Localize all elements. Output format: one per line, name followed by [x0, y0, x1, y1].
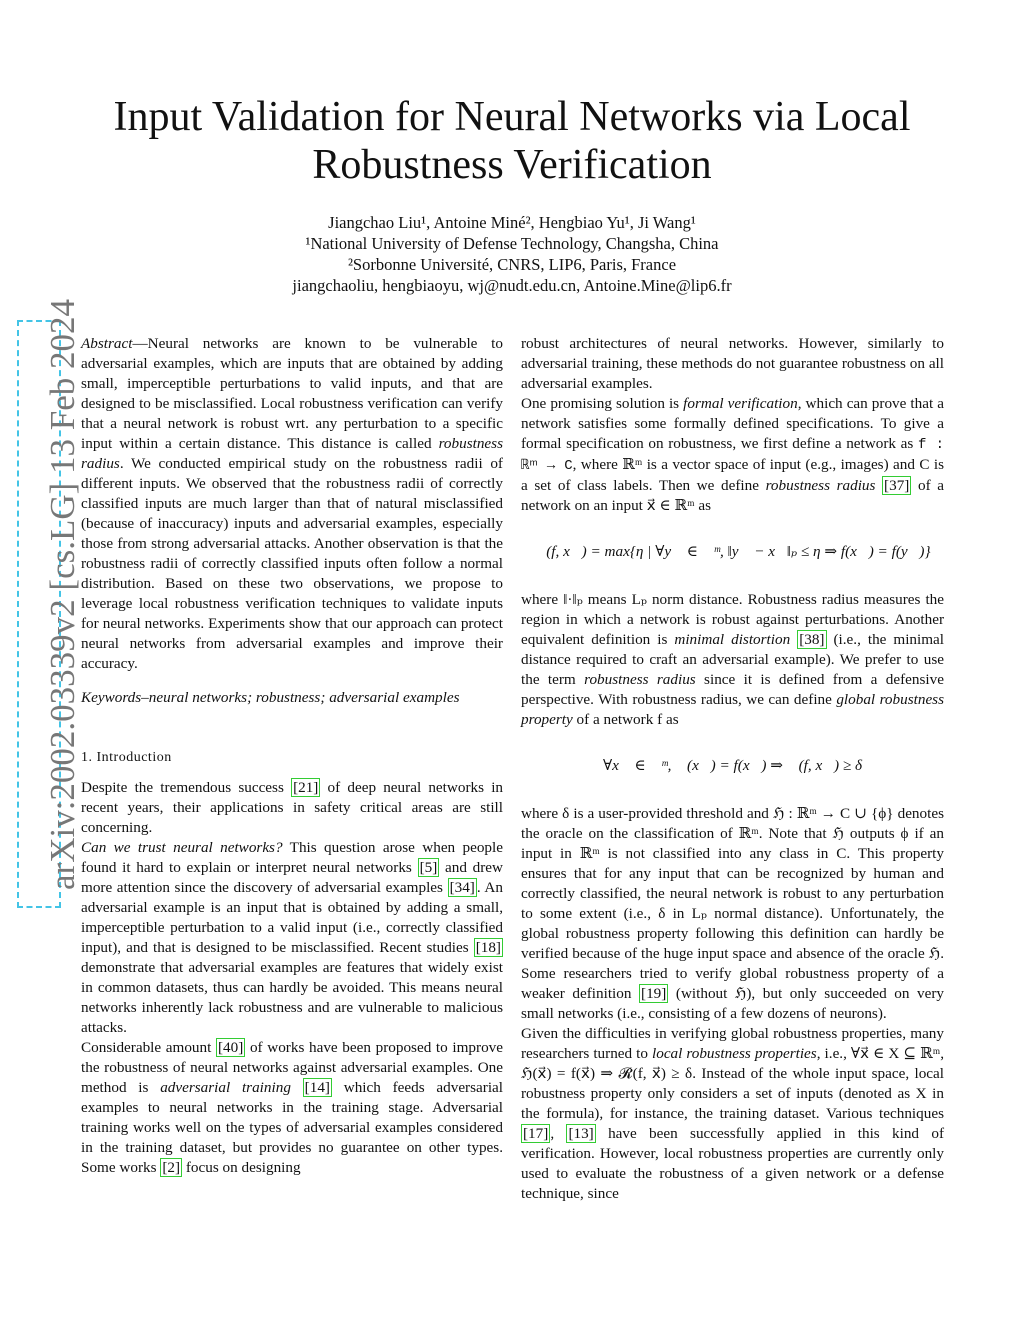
right-paragraph-5: Given the difficulties in verifying global robustness properties, many researchers turned to local robustness properties, i.e., ∀x⃗ ∈ X ⊆ ℝᵐ, ℌ(x⃗) = f(x⃗) ⇒ 𝓡(f, x⃗) ≥ δ. Instead of the whole input space, local robustness property only considers a set of inputs (denoted as X in the formula), for instance, the training dataset. Various techniques [17] , [13] have been successfully applied in this kind of verification. However, local robustness properties are currently only used to evaluate the robustness of a given network or a defense technique, since: [521, 1025, 945, 1202]
abstract: Abstract—Neural networks are known to be vulnerable to adversarial examples, which are inputs that are obtained by adding small, imperceptible perturbations to valid inputs, and that are designed to be misclassified. Local robustness verification can verify that a neural network is robust wrt. any perturbation to a specific input within a certain distance. This distance is called robustness radius. We conducted empirical study on the robustness radii of different inputs. We observed that the robustness radii of correctly classified inputs are much larger than that of natural misclassified (because of inaccuracy) inputs and adversarial examples, especially those from strong adversarial attacks. Another observation is that the robustness radii of correctly classified inputs often follow a normal distribution. Based on these two observations, we propose to leverage local robustness verification techniques to validate inputs for neural networks. Experiments show that our approach can protect neural networks from adversarial examples and improve their accuracy.: [81, 335, 503, 672]
citation-link[interactable]: [40]: [217, 1039, 244, 1056]
keywords: Keywords–neural networks; robustness; adversarial examples: [81, 689, 460, 706]
right-paragraph-3: where ‖·‖ₚ means Lₚ norm distance. Robustness radius measures the region in which a network is robust against perturbations. Another equivalent definition is minimal distortion [38] (i.e., the minimal distance required to craft an adversarial example). We prefer to use the term robustness radius since it is defined from a defensive perspective. With robustness radius, we can define global robustness property of a network f as: [521, 591, 945, 728]
right-paragraph-4: where δ is a user-provided threshold and ℌ : ℝᵐ → C ∪ {ϕ} denotes the oracle on the classification of ℝᵐ. Note that ℌ outputs ϕ if an input in ℝᵐ is not classified into any class in C. This property ensures that for any input that can be recognized by human and correctly classified, the neural network is robust to any perturbation to some extent (i.e., δ in Lₚ normal distance). Unfortunately, the global robustness property following this definition can hardly be verified because of the huge input space and absence of the oracle ℌ. Some researchers tried to verify global robustness property of a weaker definition [19] (without ℌ), but only succeeded on very small networks (i.e., consisting of a few dozens of neurons).: [521, 805, 944, 1022]
paper-title: [60, 93, 964, 189]
citation-link[interactable]: [34]: [449, 879, 475, 896]
author-block: [60, 212, 964, 296]
title-line-1: Input Validation for Neural Networks via Local: [113, 94, 911, 140]
author-names: Jiangchao Liu¹, Antoine Miné², Hengbiao Yu¹, Ji Wang¹: [328, 213, 696, 232]
arxiv-identifier: arXiv:2002.03339v2 [cs.LG] 13 Feb 2024: [43, 298, 82, 890]
equation-robustness-radius: 𝓡(f, x⃗) = max{η | ∀y⃗ ∈ ℝᵐ, ‖y⃗ − x⃗‖ₚ ≤ η ⇒ f(x⃗) = f(y⃗)}: [534, 543, 931, 560]
equation-global-robustness: ∀x⃗ ∈ ℝᵐ, ℌ(x⃗) = f(x⃗) ⇒ 𝓡(f, x⃗) ≥ δ: [602, 757, 863, 774]
right-column: [521, 334, 944, 1204]
right-paragraph-2: One promising solution is formal verification, which can prove that a network satisfies some formally defined specifications. To give a formal specification on robustness, we first define a network as f : ℝᵐ → C, where ℝᵐ is a vector space of input (e.g., images) and C is a set of class labels. Then we define robustness radius [37] of a network on an input x⃗ ∈ ℝᵐ as: [521, 395, 944, 514]
citation-link[interactable]: [13]: [568, 1125, 594, 1142]
citation-link[interactable]: [17]: [523, 1125, 549, 1142]
citation-link[interactable]: [21]: [293, 779, 319, 796]
intro-paragraph-2: Can we trust neural networks? This question arose when people found it hard to explain or interpret neural networks [5] and drew more attention since the discovery of adversarial examples [34] . An adversarial example is an input that is obtained by adding a small, imperceptible perturbation to a valid input (i.e., correctly classified input), and that is designed to be misclassified. Recent studies [18] demonstrate that adversarial examples are features that widely exist in common datasets, thus can hardly be avoided. This means neural networks inherently lack robustness and are vulnerable to malicious attacks.: [81, 839, 504, 1036]
citation-link[interactable]: [18]: [475, 939, 501, 956]
intro-paragraph-3: Considerable amount [40] of works have been proposed to improve the robustness of neural networks against adversarial examples. One method is adversarial training [14] which feeds adversarial examples to neural networks in the training stage. Adversarial training works well on the types of adversarial examples considered in the training dataset, but provides no guarantee on other types. Some works [2] focus on designing: [81, 1039, 504, 1176]
citation-link[interactable]: [2]: [162, 1159, 181, 1176]
citation-link[interactable]: [38]: [799, 631, 825, 648]
intro-paragraph-1: Despite the tremendous success [21] of deep neural networks in recent years, their applications in safety critical areas are still concerning.: [81, 779, 504, 836]
title-line-2: Robustness Verification: [312, 142, 712, 188]
affiliation-1: ¹National University of Defense Technology, Changsha, China: [305, 234, 719, 253]
author-emails: jiangchaoliu, hengbiaoyu, wj@nudt.edu.cn, Antoine.Mine@lip6.fr: [292, 276, 732, 295]
citation-link[interactable]: [37]: [884, 477, 910, 494]
affiliation-2: ²Sorbonne Université, CNRS, LIP6, Paris, France: [347, 255, 677, 274]
abstract-label: Abstract: [81, 335, 133, 352]
citation-link[interactable]: [19]: [641, 985, 667, 1002]
section-heading-introduction: 1. Introduction: [81, 750, 172, 765]
left-column: [81, 334, 503, 1178]
citation-link[interactable]: [5]: [419, 859, 438, 876]
right-paragraph-1: robust architectures of neural networks. However, similarly to adversarial training, these methods do not guarantee robustness on all adversarial examples.: [521, 335, 944, 392]
citation-link[interactable]: [14]: [304, 1079, 330, 1096]
